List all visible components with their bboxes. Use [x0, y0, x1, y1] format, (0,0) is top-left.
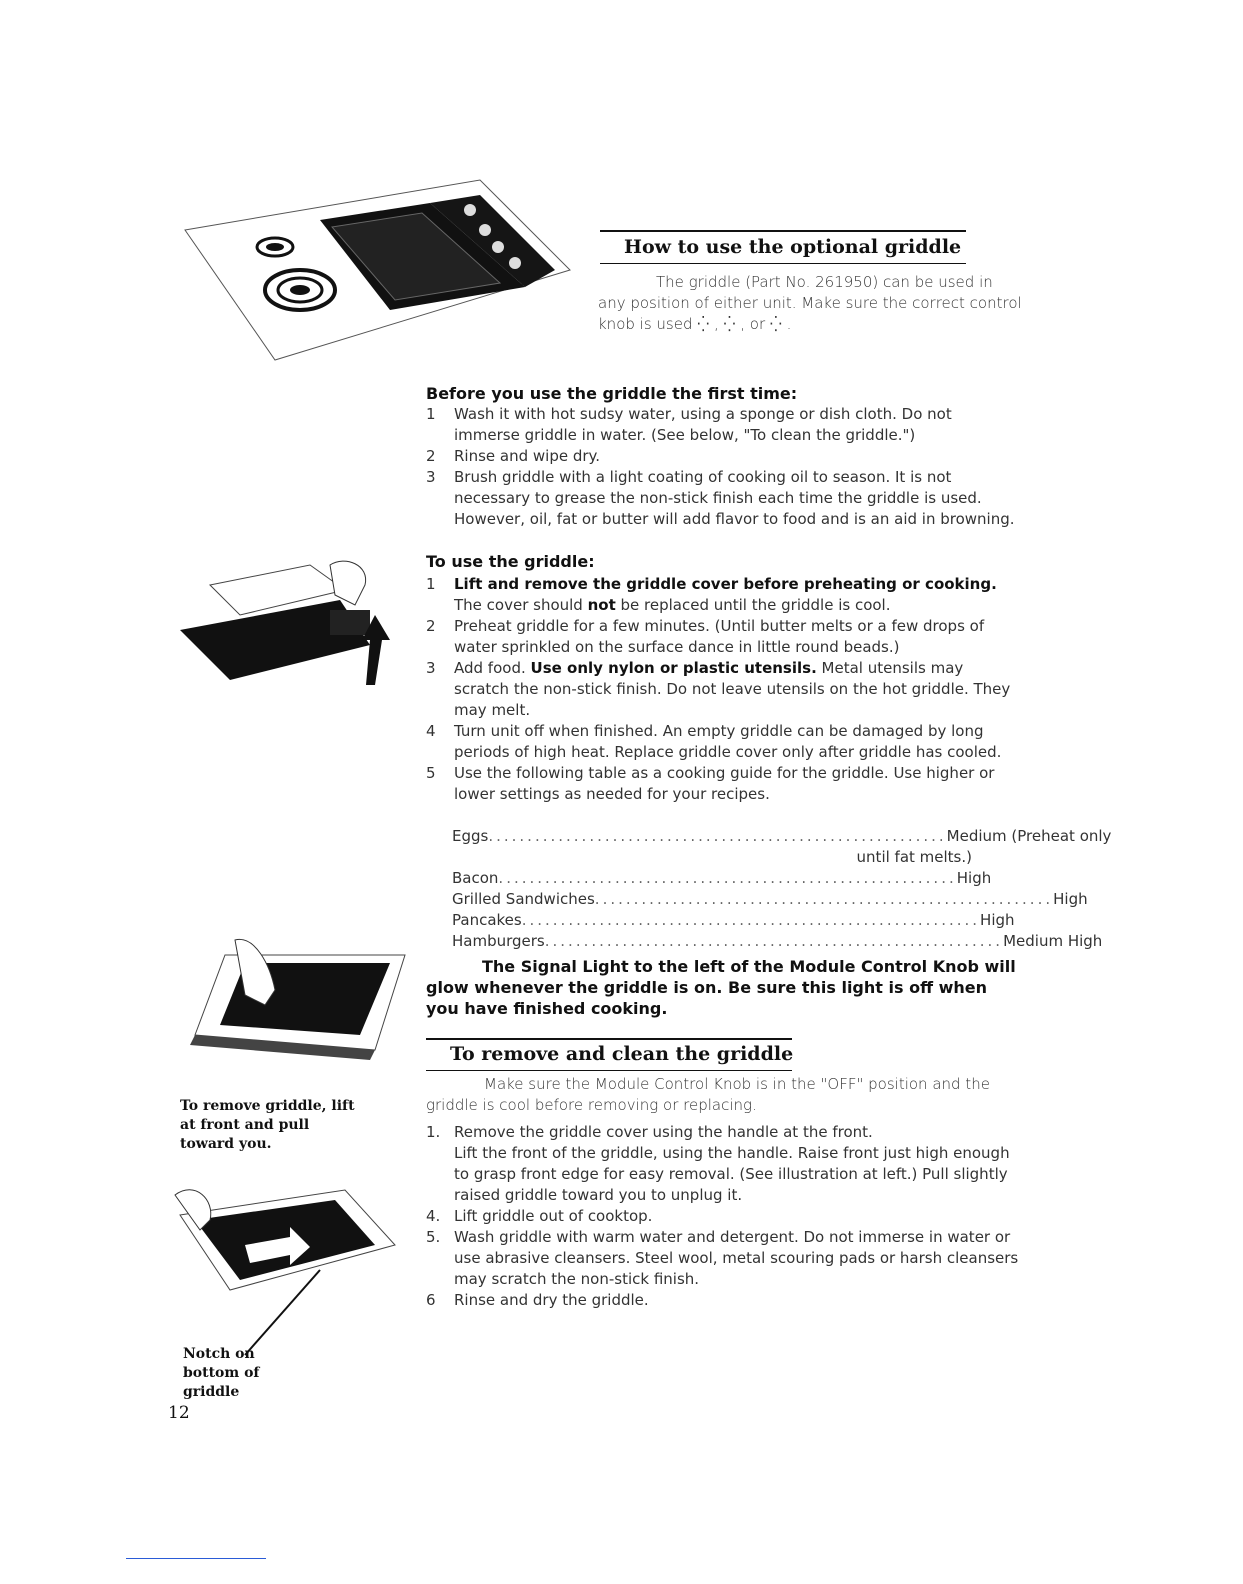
remove-list	[426, 1122, 1024, 1311]
section-title-griddle: How to use the optional griddle	[624, 236, 962, 258]
section-rule-bottom	[600, 263, 966, 264]
cooking-guide	[452, 826, 1112, 952]
list-item: 3 Add food. Use only nylon or plastic utensils. Metal utensils may scratch the non-stick finish. Do not leave utensils on the hot griddle. They may melt.	[426, 659, 1011, 719]
list-item: Lift the front of the griddle, using the handle. Raise front just high enough to grasp front edge for easy removal. (See illustration at left.) Pull slightly raised griddle toward you to unplug it.	[454, 1144, 1010, 1204]
notch-caption: Notch on bottom of griddle	[183, 1346, 260, 1400]
list-item: 1. Remove the griddle cover using the handle at the front.	[426, 1123, 873, 1141]
guide-row: Grilled Sandwiches ........................................................... High	[452, 890, 1088, 908]
section-title-remove: To remove and clean the griddle	[450, 1043, 794, 1065]
before-first-use-heading: Before you use the griddle the first time:	[426, 384, 798, 403]
remove-griddle-illustration	[175, 935, 415, 1080]
list-item: 4 Turn unit off when finished. An empty griddle can be damaged by long periods of high heat. Replace griddle cover only after griddle has cooled.	[426, 722, 1002, 761]
to-use-list	[426, 574, 1022, 805]
list-item: 6 Rinse and dry the griddle.	[426, 1291, 649, 1309]
section-rule-bottom	[426, 1070, 792, 1071]
list-item: 4. Lift griddle out of cooktop.	[426, 1207, 653, 1225]
list-item: 2 Rinse and wipe dry.	[426, 447, 601, 465]
griddle-intro: The griddle (Part No. 261950) can be used in any position of either unit. Make sure the correct control knob is used ⁛ , ⁛ , or ⁛ .	[598, 273, 1022, 333]
guide-row: Pancakes ........................................................... High	[452, 911, 1015, 929]
cooktop-illustration	[180, 175, 580, 370]
remove-caption: To remove griddle, lift at front and pull toward you.	[180, 1098, 355, 1152]
page-number: 12	[168, 1403, 190, 1423]
section-rule-top	[426, 1038, 792, 1040]
list-item: 5. Wash griddle with warm water and detergent. Do not immerse in water or use abrasive cleansers. Steel wool, metal scouring pads or harsh cleansers may scratch the non-stick finish.	[426, 1228, 1019, 1288]
before-first-use-list	[426, 404, 1022, 530]
list-item: 3 Brush griddle with a light coating of cooking oil to season. It is not necessary to grease the non-stick finish each time the griddle is used. However, oil, fat or butter will add flavor to food and is an aid in browning.	[426, 468, 1015, 528]
list-item: 5 Use the following table as a cooking guide for the griddle. Use higher or lower settings as needed for your recipes.	[426, 764, 995, 803]
list-item: 1 Lift and remove the griddle cover before preheating or cooking. The cover should not be replaced until the griddle is cool.	[426, 575, 997, 614]
guide-row: until fat melts.)	[856, 848, 972, 866]
guide-row: Hamburgers ........................................................... Medium High	[452, 932, 1103, 950]
list-item: 1 Wash it with hot sudsy water, using a sponge or dish cloth. Do not immerse griddle in water. (See below, "To clean the griddle.")	[426, 405, 952, 444]
guide-row: Eggs ........................................................... Medium (Preheat only	[452, 827, 1112, 845]
list-item: 2 Preheat griddle for a few minutes. (Until butter melts or a few drops of water sprinkled on the surface dance in little round beads.)	[426, 617, 985, 656]
guide-row: Bacon ........................................................... High	[452, 869, 992, 887]
to-use-heading: To use the griddle:	[426, 552, 595, 571]
lift-cover-illustration	[170, 545, 420, 715]
footer-rule	[126, 1558, 266, 1559]
remove-intro: Make sure the Module Control Knob is in the "OFF" position and the griddle is cool before removing or replacing.	[426, 1075, 990, 1114]
section-rule-top	[600, 230, 966, 232]
notch-illustration	[170, 1175, 400, 1365]
signal-light-note: The Signal Light to the left of the Module Control Knob will glow whenever the griddle is on. Be sure this light is off when you have finished cooking.	[426, 957, 1016, 1018]
